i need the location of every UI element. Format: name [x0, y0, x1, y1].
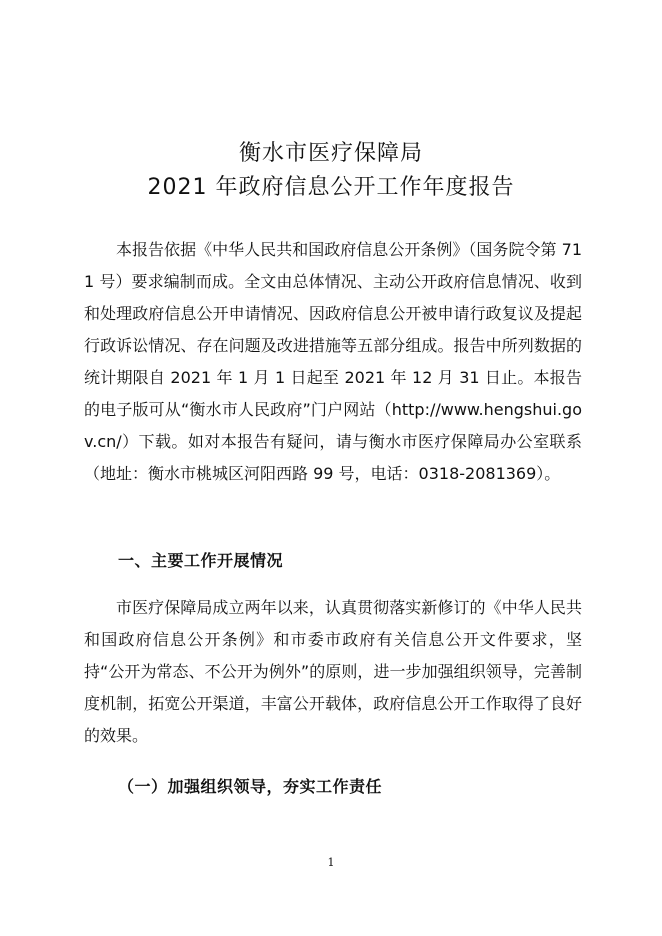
subsection-heading-organization: （一）加强组织领导，夯实工作责任	[118, 777, 383, 796]
page-number: 1	[327, 856, 335, 869]
intro-paragraph: 本报告依据《中华人民共和国政府信息公开条例》（国务院令第 711 号）要求编制而成。全文由总体情况、主动公开政府信息情况、收到和处理政府信息公开申请情况、因政府信息公开被申请行政复议及提起行政诉讼情况、存在问题及改进措施等五部分组成。报告中所列数据的统计期限自 2021 年 1 月 1 日起至 2021 年 12 月 31 日止。本报告的电子版可从“衡水市人民政府”门户网站（http://www.hengshui.gov.cn/）下载。如对本报告有疑问，请与衡水市医疗保障局办公室联系（地址：衡水市桃城区河阳西路 99 号，电话：0318-2081369）。	[84, 240, 582, 483]
section-heading-main-work: 一、主要工作开展情况	[118, 551, 284, 570]
section-paragraph-main-work: 市医疗保障局成立两年以来，认真贯彻落实新修订的《中华人民共和国政府信息公开条例》和市委市政府有关信息公开文件要求，坚持“公开为常态、不公开为例外”的原则，进一步加强组织领导，完善制度机制，拓宽公开渠道，丰富公开载体，政府信息公开工作取得了良好的效果。	[84, 598, 582, 745]
document-title-line-1: 衡水市医疗保障局	[238, 141, 423, 166]
document-title-line-2: 2021 年政府信息公开工作年度报告	[147, 175, 515, 200]
